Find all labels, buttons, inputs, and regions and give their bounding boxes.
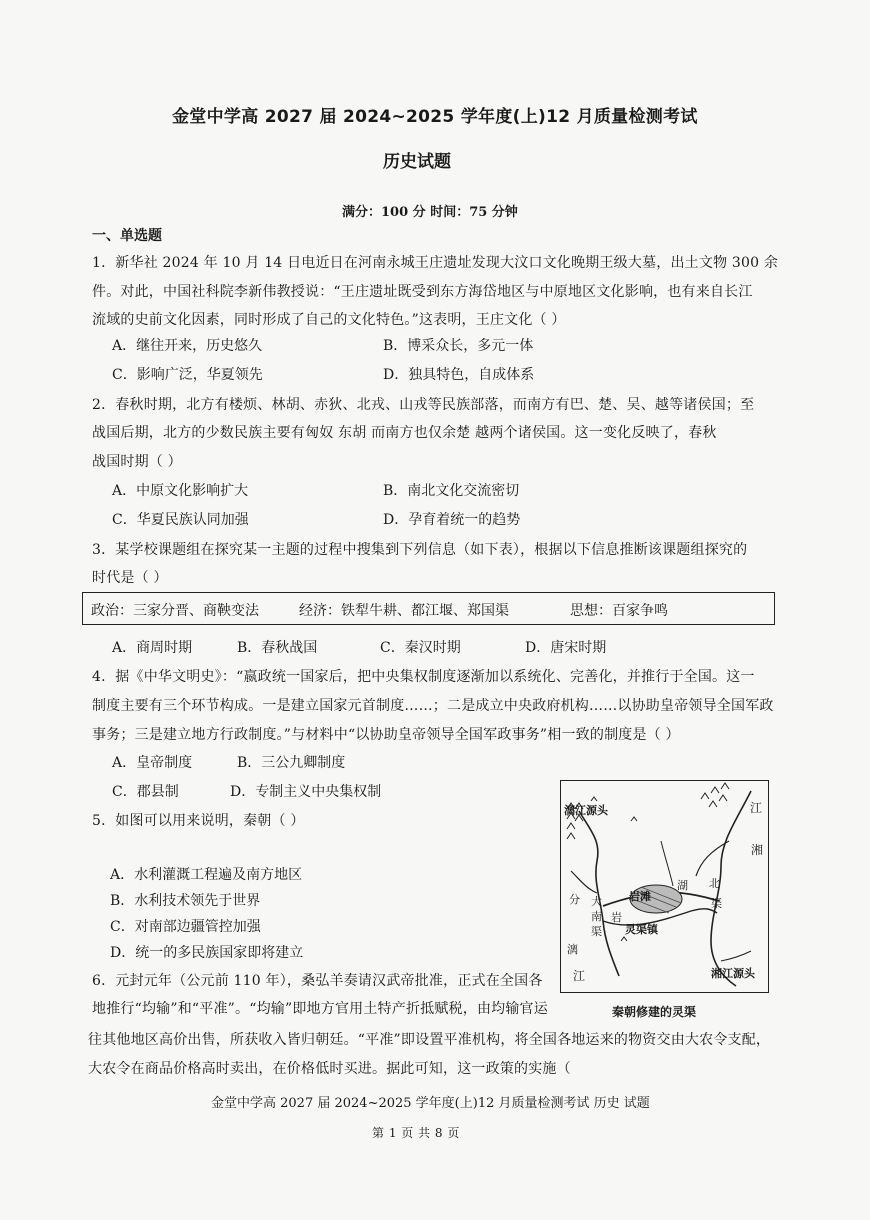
- info-thought: 思想：百家争鸣: [570, 603, 668, 619]
- q5-option-a: A．水利灌溉工程遍及南方地区: [110, 867, 303, 883]
- exam-meta: 满分：100 分 时间：75 分钟: [342, 205, 518, 220]
- footer-text: 金堂中学高 2027 届 2024~2025 学年度(上)12 月质量检测考试 历史 试题: [211, 1096, 650, 1111]
- q5-line1: 5．如图可以用来说明，秦朝（ ）: [92, 813, 305, 829]
- q4-line3: 事务；三是建立地方行政制度。”与材料中“以协助皇帝领导全国军政事务”相一致的制度是（ ）: [92, 727, 680, 743]
- q3-option-c: C．秦汉时期: [380, 640, 461, 656]
- label-li-source: 漓江源头: [564, 804, 608, 817]
- q1-line1: 1．新华社 2024 年 10 月 14 日电近日在河南永城王庄遗址发现大汶口文化晚期王级大墓，出土文物 300 余: [92, 255, 779, 271]
- q2-option-b: B．南北文化交流密切: [383, 483, 520, 499]
- q2-option-d: D．孕育着统一的趋势: [383, 512, 521, 528]
- q6-line4: 大农令在商品价格高时卖出，在价格低时买进。据此可知，这一政策的实施（: [88, 1061, 571, 1077]
- label-li: 漓: [567, 943, 578, 956]
- q2-option-c: C．华夏民族认同加强: [112, 512, 249, 528]
- q6-line2: 地推行“均输”和“平准”。“均输”即地方官用土特产折抵赋税，由均输官运: [92, 1001, 548, 1017]
- label-xiang-source: 湘江源头: [711, 967, 755, 980]
- q4-option-b: B．三公九卿制度: [237, 755, 346, 771]
- q3-option-a: A．商周时期: [112, 640, 193, 656]
- label-da: 大: [591, 895, 602, 908]
- label-bei: 北: [709, 877, 720, 890]
- q3-option-d: D．唐宋时期: [525, 640, 607, 656]
- info-economy: 经济：铁犁牛耕、都江堰、郑国渠: [299, 603, 509, 619]
- label-nan: 南: [591, 910, 602, 923]
- label-qu2: 渠: [591, 925, 602, 938]
- label-lingqu-town: 灵渠镇: [625, 923, 658, 936]
- q1-line2: 件。对此，中国社科院李新伟教授说：“王庄遗址既受到东方海岱地区与中原地区文化影响，也有来自长江: [92, 284, 753, 300]
- q4-option-a: A．皇帝制度: [112, 755, 193, 771]
- map-caption: 秦朝修建的灵渠: [612, 1005, 697, 1019]
- q3-line2: 时代是（ ）: [92, 570, 168, 586]
- label-jiang-bottom: 江: [573, 969, 586, 983]
- page-number: 第 1 页 共 8 页: [372, 1126, 460, 1140]
- q3-line1: 3．某学校课题组在探究某一主题的过程中搜集到下列信息（如下表），根据以下信息推断该课题组探究的: [92, 542, 748, 558]
- q1-line3: 流域的史前文化因素，同时形成了自己的文化特色。”这表明，王庄文化（ ）: [92, 312, 566, 328]
- section-heading: 一、单选题: [92, 228, 162, 244]
- q1-option-b: B．博采众长，多元一体: [383, 338, 534, 354]
- q2-line2: 战国后期，北方的少数民族主要有匈奴 东胡 而南方也仅余楚 越两个诸侯国。这一变化反映了，春秋: [92, 425, 717, 441]
- q2-line3: 战国时期（ ）: [92, 454, 182, 470]
- q5-option-b: B．水利技术领先于世界: [110, 893, 261, 909]
- q4-line1: 4．据《中华文明史》：“嬴政统一国家后，把中央集权制度逐渐加以系统化、完善化，并推行于全国。这一: [92, 669, 755, 685]
- label-jiang-top: 江: [750, 801, 763, 815]
- q4-option-c: C．郡县制: [112, 784, 179, 800]
- info-table: [82, 592, 775, 625]
- q3-option-b: B．春秋战国: [237, 640, 318, 656]
- q1-option-d: D．独具特色，自成体系: [383, 367, 535, 383]
- exam-title: 金堂中学高 2027 届 2024~2025 学年度(上)12 月质量检测考试: [172, 107, 698, 127]
- q4-line2: 制度主要有三个环节构成。一是建立国家元首制度……；二是成立中央政府机构……以协助皇帝领导全国军政: [92, 698, 774, 714]
- label-fen: 分: [569, 893, 580, 906]
- info-politics: 政治：三家分晋、商鞅变法: [91, 603, 259, 619]
- q1-option-a: A．继往开来，历史悠久: [112, 338, 263, 354]
- q4-option-d: D．专制主义中央集权制: [230, 784, 382, 800]
- label-qu: 渠: [711, 897, 722, 910]
- label-xiang: 湘: [751, 843, 764, 857]
- lingqu-map: [560, 780, 769, 993]
- q1-option-c: C．影响广泛，华夏领先: [112, 367, 263, 383]
- label-hu: 湖: [677, 879, 688, 892]
- q5-option-d: D．统一的多民族国家即将建立: [110, 945, 304, 961]
- label-yan: 岩: [611, 911, 622, 924]
- q2-option-a: A．中原文化影响扩大: [112, 483, 249, 499]
- q5-option-c: C．对南部边疆管控加强: [110, 919, 261, 935]
- q2-line1: 2．春秋时期，北方有楼烦、林胡、赤狄、北戎、山戎等民族部落，而南方有巴、楚、吴、越等诸侯国；至: [92, 397, 755, 413]
- label-yantan: 岩滩: [629, 890, 651, 903]
- q6-line3: 往其他地区高价出售，所获收入皆归朝廷。“平准”即设置平准机构，将全国各地运来的物资交由大农令支配，: [88, 1032, 771, 1048]
- subject-title: 历史试题: [383, 152, 451, 172]
- q6-line1: 6．元封元年（公元前 110 年），桑弘羊奏请汉武帝批准，正式在全国各: [92, 973, 543, 989]
